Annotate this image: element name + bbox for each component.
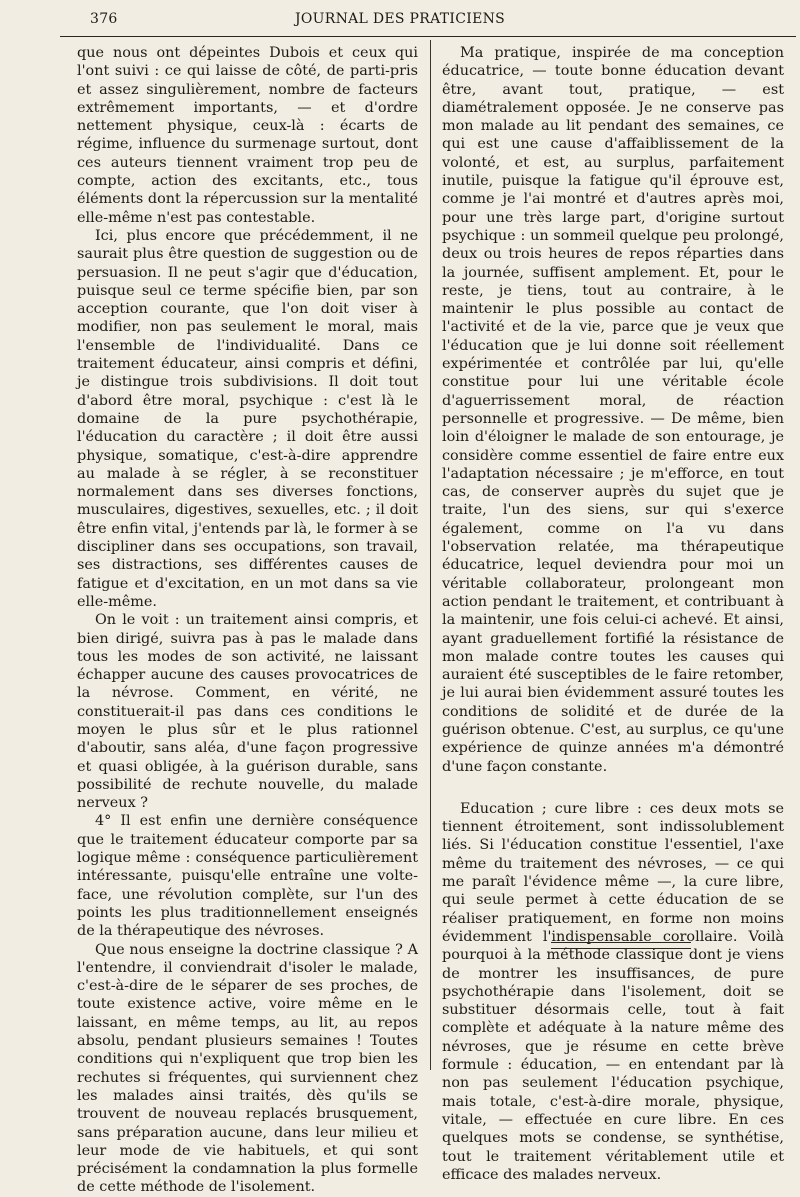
paragraph: 4° Il est enfin une dernière conséquence que le traitement éducateur comporte par sa logique même : conséquence particulièrement intéressante, puisqu'elle entraîne une volte-face, une révolution complète, sur l'un des points les plus traditionnellement enseignés de la thérapeutique des névroses. [77,813,418,940]
end-rule [551,942,691,949]
paragraph: Ici, plus encore que précédemment, il ne saurait plus être question de suggestion ou de persuasion. Il ne peut s'agir que d'éducation, puisque seul ce terme spécifie bien, par son acception courante, que l'on doit viser à modifier, non pas seulement le moral, mais l'ensemble de l'individualité. Dans ce traitement éducateur, ainsi compris et défini, je distingue trois subdivisions. Il doit tout d'abord être moral, psychique : c'est là le domaine de la pure psychothérapie, l'éducation du caractère ; il doit être aussi physique, somatique, c'est-à-dire apprendre au malade à se régler, à se reconstituer normalement dans ses diverses fonctions, musculaires, digestives, sexuelles, etc. ; il doit être enfin vital, j'entends par là, le former à se discipliner dans ses occupations, son travail, ses distractions, ses différentes causes de fatigue et d'excitation, en un mot dans sa vie elle-même. [77,227,418,610]
column-divider [430,40,431,1070]
running-head: JOURNAL DES PRATICIENS [294,11,506,27]
paragraph: Education ; cure libre : ces deux mots se tiennent étroitement, sont indissolublement liés. Si l'éducation constitue l'essentiel, l'axe même du traitement des névroses, — ce qui me paraît l'évidence même —, la cure libre, qui seule permet à cette éducation de se réaliser pratiquement, en forme non moins évidemment l'indispensable corollaire. Voilà pourquoi à la méthode classique dont je viens de montrer les insuffisances, de pure psychothérapie dans l'isolement, doit se substituer désormais celle, tout à fait complète et adéquate à la nature même des névroses, que je résume en cette brève formule : éducation, — en entendant par là non pas seulement l'éducation psychique, mais totale, c'est-à-dire morale, physique, vitale, — effectuée en cure libre. En ces quelques mots se condense, se synthétise, tout le traitement véritablement utile et efficace des malades nerveux. [442,800,784,1183]
right-column [442,44,784,1184]
paragraph: Ma pratique, inspirée de ma conception éducatrice, — toute bonne éducation devant être, avant tout, pratique, — est diamétralement opposée. Je ne conserve pas mon malade au lit pendant des semaines, ce qui est une cause d'affaiblissement de la volonté, et est, au surplus, parfaitement inutile, puisque la fatigue qu'il éprouve est, comme je l'ai montré et d'autres après moi, pour une très large part, d'origine surtout psychique : un sommeil quelque peu prolongé, deux ou trois heures de repos réparties dans la journée, suffisent amplement. Et, pour le reste, je tiens, tout au contraire, à le maintenir le plus possible au contact de l'activité et de la vie, parce que je veux que l'éducation que je lui donne soit réellement expérimentée et contrôlée par lui, qu'elle constitue pour lui une véritable école d'aguerrissement moral, de réaction personnelle et progressive. — De même, bien loin d'éloigner le malade de son entourage, je considère comme essentiel de faire entre eux l'adaptation nécessaire ; je m'efforce, en tout cas, de conserver auprès du sujet que je traite, l'un des siens, sur qui s'exerce également, comme on l'a vu dans l'observation relatée, ma thérapeutique éducatrice, lequel deviendra pour moi un véritable collaborateur, prolongeant mon action pendant le traitement, et contribuant à la maintenir, une fois celui-ci achevé. Et ainsi, ayant graduellement fortifié la résistance de mon malade contre toutes les causes qui auraient été susceptibles de le faire retomber, je lui aurai bien évidemment assuré toutes les conditions de solidité et de durée de la guérison obtenue. C'est, au surplus, ce qu'une expérience de quinze années m'a démontré d'une façon constante. [442,45,784,775]
left-column [77,44,418,1197]
paragraph: que nous ont dépeintes Dubois et ceux qui l'ont suivi : ce qui laisse de côté, de parti-pris et assez singulièrement, nombre de facteurs extrêmement importants, — et d'ordre nettement physique, ceux-là : écarts de régime, influence du surmenage surtout, dont ces auteurs tiennent vraiment trop peu de compte, action des excitants, etc., tous éléments dont la répercussion sur la mentalité elle-même n'est pas contestable. [77,45,418,226]
paragraph: On le voit : un traitement ainsi compris, et bien dirigé, suivra pas à pas le malade dans tous les modes de son activité, ne laissant échapper aucune des causes provocatrices de la névrose. Comment, en vérité, ne constituerait-il pas dans ces conditions le moyen le plus sûr et le plus rationnel d'aboutir, sans aléa, d'une façon progressive et quasi obligée, à la guérison durable, sans possibilité de rechute nouvelle, du malade nerveux ? [77,612,418,812]
page-number: 376 [90,11,118,27]
header-rule [60,36,796,37]
paragraph: Que nous enseigne la doctrine classique ? A l'entendre, il conviendrait d'isoler le malade, c'est-à-dire de le séparer de ses proches, de toute existence active, voire même en le laissant, en même temps, au lit, au repos absolu, pendant plusieurs semaines ! Toutes conditions qui n'expliquent que trop bien les rechutes si fréquentes, qui surviennent chez les malades ainsi traités, dès qu'ils se trouvent de nouveau replacés brusquement, sans préparation aucune, dans leur milieu et leur mode de vie habituels, et qui sont précisément la condamnation la plus formelle de cette méthode de l'isolement. [77,941,418,1196]
